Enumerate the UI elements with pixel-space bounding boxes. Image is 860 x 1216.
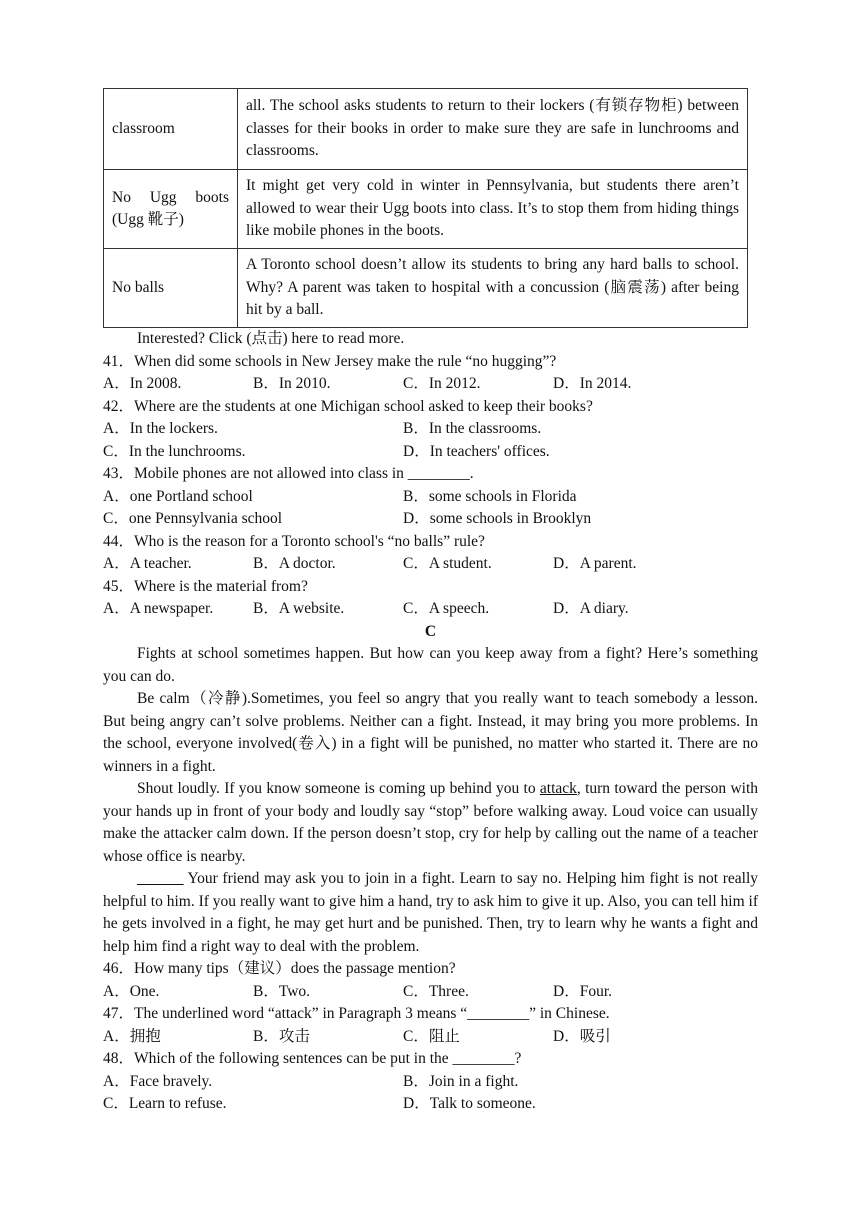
table-row	[104, 89, 748, 170]
rules-table	[103, 88, 748, 328]
passage-paragraph-4	[103, 868, 758, 958]
passage-paragraph-1: Fights at school sometimes happen. But how can you keep away from a fight? Here’s something you can do.	[103, 645, 758, 685]
option-b: B．Two.	[253, 982, 311, 1000]
underlined-word: attack	[539, 780, 577, 797]
rule-text: A Toronto school doesn’t allow its students to bring any hard balls to school. Why? A parent was taken to hospital with a concussion (脑震荡) after being hit by a ball.	[238, 249, 748, 328]
question-45: 45．Where is the material from?	[103, 577, 308, 595]
option-a: A．A newspaper.	[103, 600, 214, 617]
option-c: C．Three.	[403, 982, 469, 1000]
passage-paragraph-3	[103, 778, 758, 868]
rule-label: classroom	[104, 89, 238, 170]
option-c: C．one Pennsylvania school	[103, 510, 283, 527]
option-a: A．In 2008.	[103, 375, 182, 392]
options-48-row1	[103, 1071, 758, 1094]
option-a: A．拥抱	[103, 1027, 161, 1045]
option-c: C．A student.	[403, 555, 492, 572]
options-47	[103, 1026, 758, 1049]
option-c: C．A speech.	[403, 600, 490, 617]
table-row	[104, 249, 748, 328]
passage-paragraph-2: Be calm（冷静).Sometimes, you feel so angry that you really want to teach somebody a lesson. But being angry can’t solve problems. Neither can a fight. Instead, it may bring you more problems. In the school, everyone involved(卷入) in a fight will be punished, no matter who started it. There are no winners in a fight.	[103, 690, 758, 775]
question-43: 43．Mobile phones are not allowed into class in ________.	[103, 465, 474, 482]
option-d: D．吸引	[553, 1027, 611, 1045]
section-c-heading: C	[424, 622, 437, 640]
question-44: 44．Who is the reason for a Toronto school's “no balls” rule?	[103, 532, 485, 550]
question-48: 48．Which of the following sentences can be put in the ________?	[103, 1050, 522, 1067]
answer-blank: ______	[137, 870, 184, 887]
option-b: B．In 2010.	[253, 375, 331, 392]
option-d: D．A diary.	[553, 600, 629, 617]
rule-text: all. The school asks students to return to their lockers (有锁存物柜) between classes for their books in order to make sure they are safe in lunchrooms and classrooms.	[238, 89, 748, 170]
question-42: 42．Where are the students at one Michigan school asked to keep their books?	[103, 397, 593, 415]
options-48-row2	[103, 1093, 758, 1116]
option-d: D．Talk to someone.	[403, 1095, 536, 1112]
document-page	[103, 88, 758, 1116]
rule-label: No Ugg boots (Ugg 靴子)	[104, 170, 238, 249]
rule-label: No balls	[104, 249, 238, 328]
options-46	[103, 981, 758, 1004]
option-b: B．some schools in Florida	[403, 487, 577, 505]
options-42-row2	[103, 441, 758, 464]
options-42-row1	[103, 418, 758, 441]
option-c: C．In 2012.	[403, 375, 481, 392]
question-46: 46．How many tips（建议）does the passage mention?	[103, 960, 456, 977]
option-b: B．In the classrooms.	[403, 420, 542, 437]
option-d: D．some schools in Brooklyn	[403, 510, 592, 527]
options-44	[103, 553, 758, 576]
options-43-row1	[103, 486, 758, 509]
option-c: C．Learn to refuse.	[103, 1095, 227, 1112]
option-c: C．阻止	[403, 1027, 460, 1045]
option-b: B．A doctor.	[253, 555, 336, 572]
question-47: 47．The underlined word “attack” in Paragraph 3 means “________” in Chinese.	[103, 1005, 610, 1022]
option-b: B．Join in a fight.	[403, 1072, 519, 1090]
option-c: C．In the lunchrooms.	[103, 442, 246, 460]
question-41: 41．When did some schools in New Jersey make the rule “no hugging”?	[103, 352, 557, 370]
options-43-row2	[103, 508, 758, 531]
paragraph-text: Shout loudly. If you know someone is coming up behind you to	[137, 780, 540, 797]
rule-text: It might get very cold in winter in Pennsylvania, but students there aren’t allowed to wear their Ugg boots into class. It’s to stop them from hiding things like mobile phones in the boots.	[238, 170, 748, 249]
option-d: D．In teachers' offices.	[403, 442, 550, 460]
options-41	[103, 373, 758, 396]
option-d: D．Four.	[553, 982, 612, 1000]
option-b: B．攻击	[253, 1027, 310, 1045]
option-a: A．One.	[103, 982, 160, 1000]
paragraph-text: , turn toward the person with your hands up in front of your body and loudly say “stop” before walking away. Loud voice can usually make the attacker calm down. If the person doesn’t stop, cry for help by calling out the name of a teacher whose office is nearby.	[103, 780, 758, 865]
paragraph-text: Your friend may ask you to join in a fight. Learn to say no. Helping him fight is not really helpful to him. If you really want to give him a hand, try to ask him to give it up. Also, you can tell him if he gets involved in a fight, he may get hurt and be punished. Then, try to learn why he wants a fight and help him find a right way to deal with the problem.	[103, 870, 758, 955]
option-a: A．In the lockers.	[103, 420, 218, 437]
option-d: D．A parent.	[553, 555, 637, 572]
read-more-link[interactable]: Interested? Click (点击) here to read more.	[137, 330, 405, 347]
option-d: D．In 2014.	[553, 375, 632, 392]
options-45	[103, 598, 758, 621]
table-row	[104, 170, 748, 249]
option-a: A．A teacher.	[103, 555, 192, 572]
option-a: A．one Portland school	[103, 487, 253, 505]
option-a: A．Face bravely.	[103, 1072, 213, 1090]
option-b: B．A website.	[253, 600, 345, 617]
